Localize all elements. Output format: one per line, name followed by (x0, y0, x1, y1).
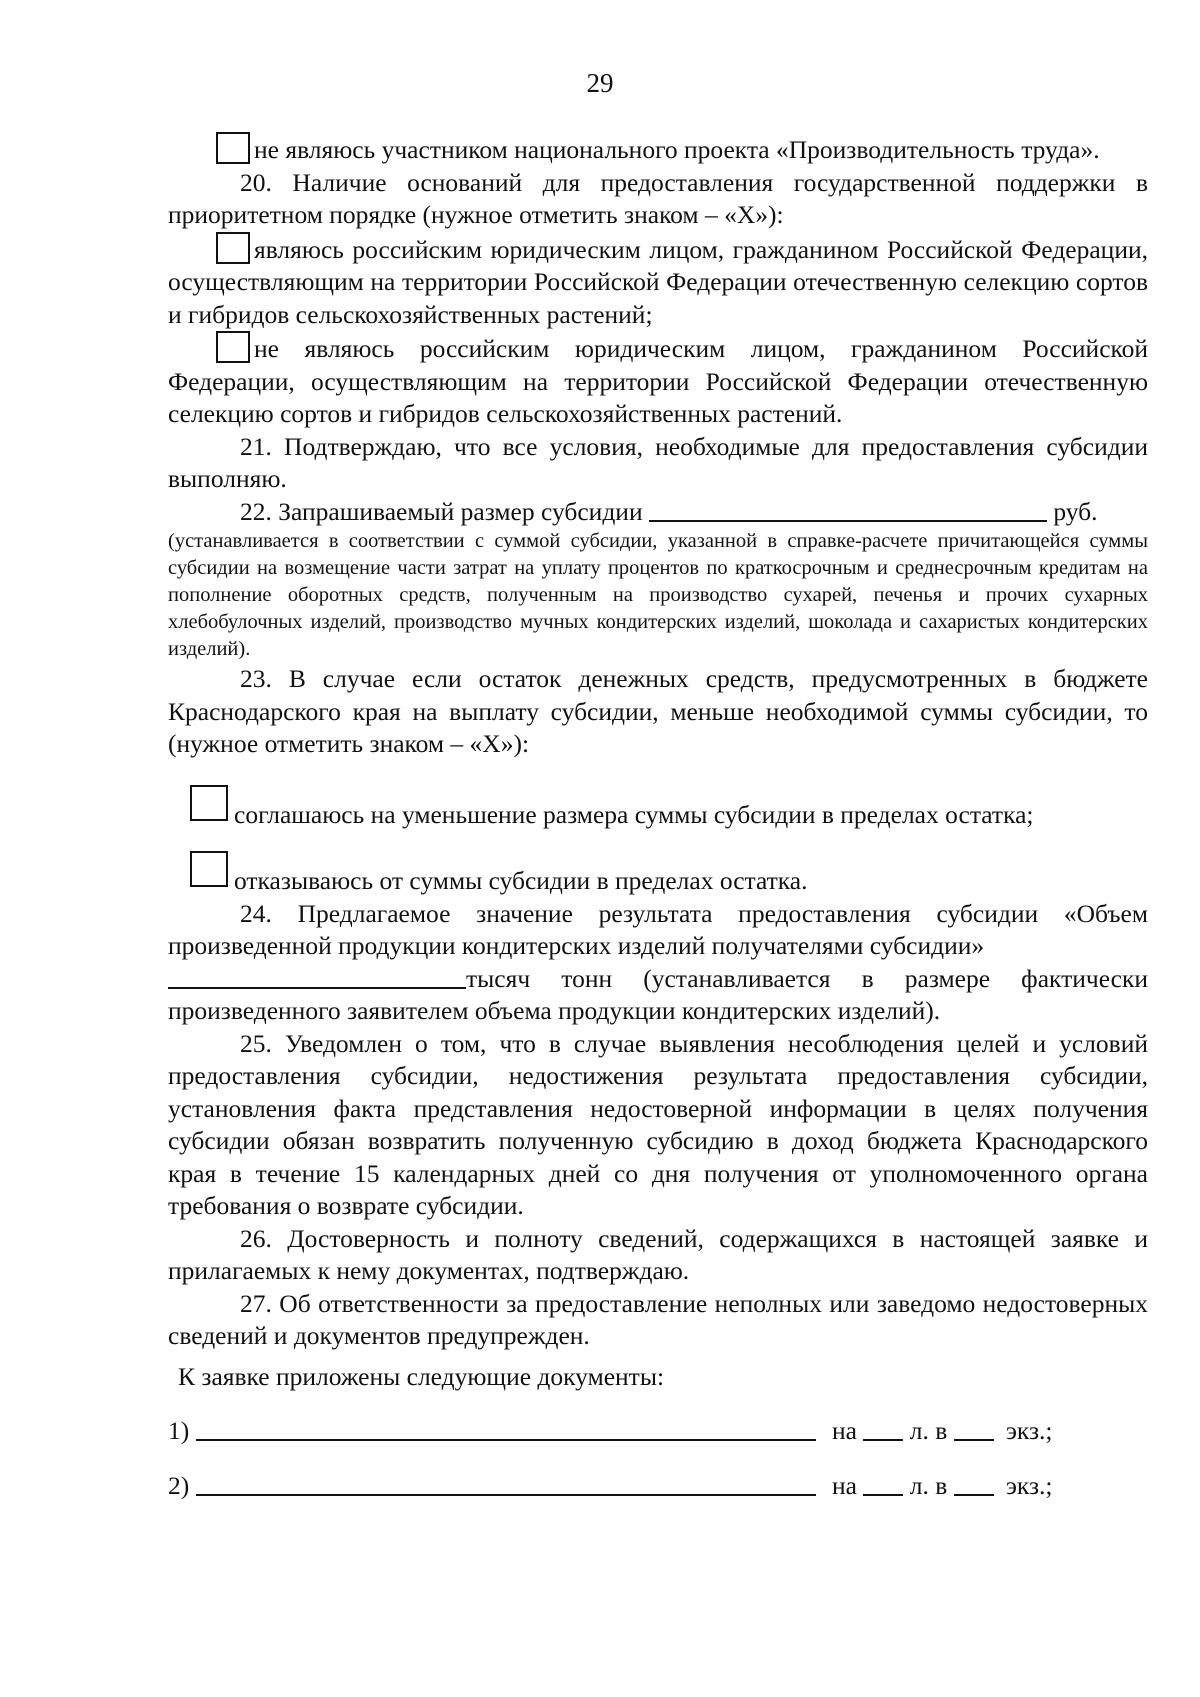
reduce-option-text: соглашаюсь на уменьшение размера суммы субсидии в пределах остатка; (234, 799, 1034, 829)
subsidy-amount-unit: руб. (1053, 496, 1098, 526)
subsidy-amount-label: 22. Запрашиваемый размер субсидии (240, 496, 643, 526)
attachment-copies-label: экз.; (1005, 1470, 1053, 1500)
paragraph-20: 20. Наличие оснований для предоставления государственной поддержки в приоритетном порядке (нужное отметить знаком – «Х»): (168, 167, 1148, 229)
subsidy-amount-field[interactable] (649, 496, 1047, 522)
attachment-on-label: на (832, 1416, 857, 1445)
attachment-sheets-label: л. в (909, 1470, 948, 1500)
priority-option-2-text: не являюсь российским юридическим лицом, гражданином Российской Федерации, осуществляющим на территории Российской Федерации отечественную селекцию сортов и гибридов сельскохозяйственных растений. (168, 334, 1148, 428)
paragraph-24-result-text: тысяч тонн (устанавливается в размере фактически произведенного заявителем объема продукции кондитерских изделий). (168, 963, 1148, 1025)
attachment-row (168, 1415, 1148, 1448)
attachment-sheets-field[interactable] (863, 1470, 903, 1496)
refuse-option-text: отказываюсь от суммы субсидии в пределах остатка. (234, 866, 808, 895)
attachment-number: 2) (168, 1470, 190, 1500)
checkbox-priority-yes[interactable] (216, 232, 250, 264)
not-participant-item (168, 132, 1148, 167)
attachment-copies-label: экз.; (1005, 1416, 1053, 1445)
attachment-name-field[interactable] (196, 1415, 816, 1441)
attachment-sheets-label: л. в (909, 1416, 948, 1445)
attachment-name-field[interactable] (196, 1470, 816, 1496)
attachment-sheets-field[interactable] (863, 1415, 903, 1441)
refuse-option (190, 851, 1148, 898)
priority-option-1-text: являюсь российским юридическим лицом, гражданином Российской Федерации, осуществляющим на территории Российской Федерации отечественную селекцию сортов и гибридов сельскохозяйственных растений; (168, 234, 1148, 329)
priority-option-1 (168, 232, 1148, 332)
not-participant-text: не являюсь участником национального проекта «Производительность труда». (254, 135, 1100, 164)
paragraph-24: 24. Предлагаемое значение результата предоставления субсидии «Объем произведенной продукции кондитерских изделий получателями субсидии» (168, 898, 1148, 960)
subsidy-amount-note: (устанавливается в соответствии с суммой субсидии, указанной в справке-расчете причитающейся суммы субсидии на возмещение части затрат на уплату процентов по краткосрочным и среднесрочным кредитам на пополнение оборотных средств, полученным на производство сухарей, печенья и прочих сухарных хлебобулочных изделий, производство мучных кондитерских изделий, шоколада и сахаристых кондитерских изделий). (168, 530, 1148, 660)
attachment-row (168, 1470, 1148, 1503)
paragraph-22 (168, 496, 1148, 529)
attachment-number: 1) (168, 1416, 190, 1445)
result-value-field[interactable] (168, 963, 466, 989)
attachment-on-label: на (832, 1470, 857, 1500)
reduce-option (190, 785, 1148, 832)
checkbox-not-participant[interactable] (216, 132, 250, 164)
document-body (168, 132, 1148, 1502)
paragraph-27: 27. Об ответственности за предоставление неполных или заведомо недостоверных сведений и документов предупрежден. (168, 1288, 1148, 1350)
paragraph-25: 25. Уведомлен о том, что в случае выявления несоблюдения целей и условий предоставления субсидии, недостижения результата предоставления субсидии, установления факта представления недостоверной информации в целях получения субсидии обязан возвратить полученную субсидию в доход бюджета Краснодарского края в течение 15 календарных дней со дня получения от уполномоченного органа требования о возврате субсидии. (168, 1028, 1148, 1220)
paragraph-23: 23. В случае если остаток денежных средств, предусмотренных в бюджете Краснодарского края на выплату субсидии, меньше необходимой суммы субсидии, то (нужное отметить знаком – «Х»): (168, 664, 1148, 758)
attachment-copies-field[interactable] (954, 1470, 994, 1496)
attachment-copies-field[interactable] (954, 1415, 994, 1441)
checkbox-priority-no[interactable] (216, 331, 250, 363)
paragraph-26: 26. Достоверность и полноту сведений, содержащихся в настоящей заявке и прилагаемых к нему документах, подтверждаю. (168, 1223, 1148, 1285)
attachments-intro: К заявке приложены следующие документы: (178, 1361, 665, 1391)
priority-option-2 (168, 331, 1148, 431)
paragraph-24-result (168, 963, 1148, 1028)
checkbox-agree-reduce[interactable] (190, 785, 228, 821)
checkbox-refuse[interactable] (190, 851, 228, 887)
paragraph-21: 21. Подтверждаю, что все условия, необходимые для предоставления субсидии выполняю. (168, 431, 1148, 493)
page-number: 29 (586, 68, 614, 98)
